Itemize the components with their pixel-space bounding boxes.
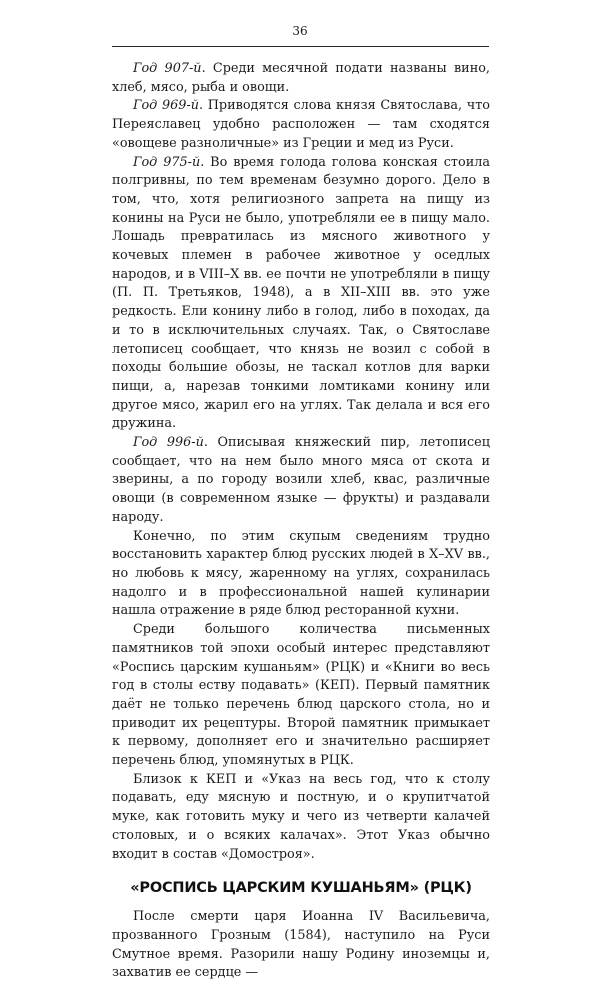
paragraph-closing: После смерти царя Иоанна IV Васильевича, прозванного Грозным (1584), наступило на Руси Смутное время. Разорили нашу Родину иноземцы и, захватив ее сердце — — [112, 909, 490, 981]
year-label: Год 907-й — [133, 61, 202, 76]
paragraph-year-996 — [112, 434, 490, 528]
year-label: Год 996-й — [133, 435, 204, 451]
year-label: Год 975-й — [133, 154, 201, 170]
page-number: 36 — [292, 24, 308, 38]
paragraph-year-975 — [112, 154, 490, 435]
paragraph-text: Конечно, по этим скупым сведениям трудно восстановить характер блюд русских людей в X–XV вв., но любовь к мясу, жаренному на углях, сохранилась надолго и в профессиональной нашей кулинарии нашла отражение в ряде блюд ресторанной кухни. — [112, 528, 490, 619]
year-label: Год 969-й — [133, 98, 199, 114]
paragraph-ukaz — [112, 771, 490, 865]
paragraph-year-969 — [112, 97, 490, 153]
paragraph-text: Среди большого количества письменных памятников той эпохи особый интерес представляют «Роспись царским кушаньям» (РЦК) и «Книги во весь год в столы еству подавать» (КЕП). Первый памятник даёт не только перечень блюд царского стола, но и приводит их рецептуры. Второй памятник примыкает к первому, дополняет его и значительно расширяет перечень блюд, упомянутых в РЦК. — [112, 622, 490, 769]
paragraph-written-monuments — [112, 621, 490, 771]
paragraph-text: . Среди месячной подати названы вино, хлеб, мясо, рыба и овощи. — [112, 61, 490, 95]
page-body — [112, 60, 490, 983]
paragraph-meat-tradition — [112, 528, 490, 622]
paragraph-text: Близок к КЕП и «Указ на весь год, что к столу подавать, еду мясную и постную, и о крупитчатой муке, как готовить муку и чего из четверти калачей столовых, и о всяких калачах». Этот Указ обычно входит в состав «Домостроя». — [112, 771, 490, 862]
paragraph-text: . Приводятся слова князя Святослава, что Переяславец удобно расположен — там сходятся «овощеве разноличные» из Греции и мед из Руси. — [112, 98, 490, 151]
paragraph-year-907 — [112, 60, 490, 97]
paragraph-text: . Во время голода голова конская стоила полгривны, по тем временам безумно дорого. Дело в том, что, хотя религиозного запрета на пищу из конины на Руси не было, употребляли ее в пищу мало. Лошадь превратилась из мясного животного у кочевых племен в рабочее животное у оседлых народов, и в VIII–X вв. ее почти не употребляли в пищу (П. П. Третьяков, 1948), а в XII–XIII вв. это уже редкость. Ели конину либо в голод, либо в походах, да и то в исключительных случаях. Так, о Святославе летописец сообщает, что князь не возил с собой в походы большие обозы, не таскал котлов для варки пищи, а, нарезав тонкими ломтиками конину или другое мясо, жарил его на углях. Так делала и вся его дружина. — [112, 154, 490, 432]
paragraph-text: . Описывая княжеский пир, летописец сообщает, что на нем было много мяса от скота и зверины, а по городу возили хлеб, квас, различные овощи (в современном языке — фрукты) и раздавали народу. — [112, 435, 490, 525]
section-heading: «РОСПИСЬ ЦАРСКИМ КУШАНЬЯМ» (РЦК) — [130, 880, 472, 897]
header-rule — [112, 46, 489, 47]
